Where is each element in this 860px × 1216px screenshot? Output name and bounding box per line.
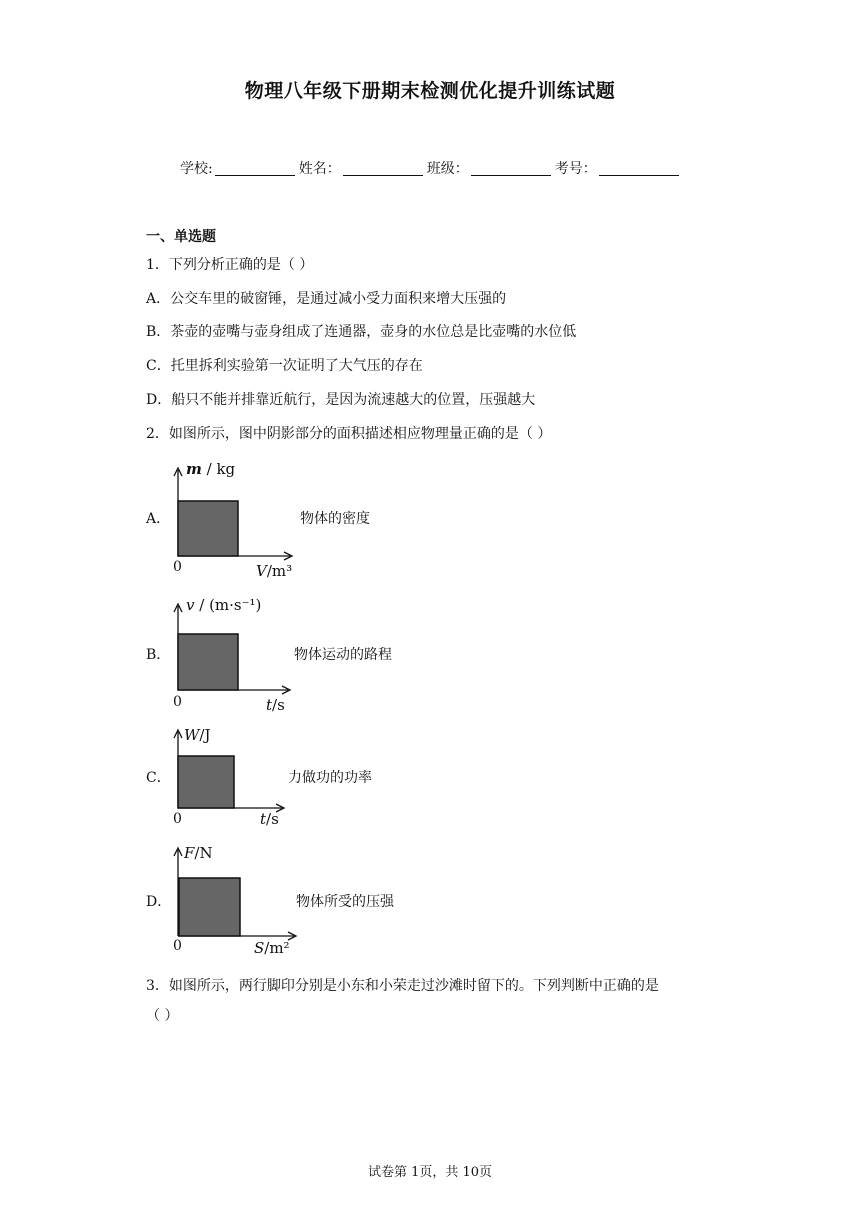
- exam-number-blank: [599, 161, 679, 176]
- section-heading: 一、单选题: [146, 229, 216, 245]
- y-axis-label: m / kg: [186, 460, 236, 478]
- shaded-area: [179, 878, 240, 936]
- question-3-answer-bracket: （ ）: [146, 1008, 179, 1024]
- option-c-letter: C．: [146, 770, 171, 786]
- option-b-graph: [170, 592, 300, 717]
- x-axis-label: S/m²: [254, 939, 290, 957]
- name-label: 姓名：: [298, 161, 341, 177]
- option-c-graph: [170, 720, 300, 830]
- x-axis-label: V/m³: [256, 562, 293, 580]
- origin-label: 0: [173, 811, 182, 827]
- question-2-stem: 2．如图所示，图中阴影部分的面积描述相应物理量正确的是（ ）: [146, 426, 552, 442]
- name-blank: [343, 161, 423, 176]
- shaded-area: [178, 501, 238, 556]
- option-c-description: 力做功的功率: [288, 770, 372, 786]
- option-b-description: 物体运动的路程: [294, 647, 392, 663]
- origin-label: 0: [173, 559, 182, 575]
- option-d-graph: [170, 838, 300, 963]
- shaded-area: [178, 634, 238, 690]
- shaded-area: [178, 756, 234, 808]
- x-axis-label: t/s: [266, 696, 285, 714]
- origin-label: 0: [173, 938, 182, 954]
- question-1-option-b: B．茶壶的壶嘴与壶身组成了连通器，壶身的水位总是比壶嘴的水位低: [146, 324, 577, 340]
- school-blank: [215, 161, 295, 176]
- option-d-description: 物体所受的压强: [296, 894, 394, 910]
- class-blank: [471, 161, 551, 176]
- option-a-graph: [170, 456, 300, 581]
- school-label: 学校:: [180, 161, 213, 177]
- option-a-letter: A．: [146, 511, 171, 527]
- class-label: 班级：: [426, 161, 469, 177]
- origin-label: 0: [173, 694, 182, 710]
- question-1-stem: 1．下列分析正确的是（ ）: [146, 257, 314, 273]
- x-axis-label: t/s: [260, 810, 279, 828]
- option-d-letter: D．: [146, 894, 172, 910]
- question-3-stem: 3．如图所示，两行脚印分别是小东和小荣走过沙滩时留下的。下列判断中正确的是: [146, 978, 659, 994]
- exam-number-label: 考号：: [554, 161, 597, 177]
- page-title: 物理八年级下册期末检测优化提升训练试题: [244, 80, 616, 102]
- y-axis-label: W/J: [184, 726, 211, 744]
- question-1-option-c: C．托里拆利实验第一次证明了大气压的存在: [146, 358, 423, 374]
- option-b-letter: B．: [146, 647, 171, 663]
- y-axis-label: F/N: [184, 844, 213, 862]
- option-a-description: 物体的密度: [300, 511, 370, 527]
- question-1-option-d: D．船只不能并排靠近航行，是因为流速越大的位置，压强越大: [146, 392, 536, 408]
- y-axis-label: v / (m·s⁻¹): [186, 596, 262, 614]
- student-info-line: [180, 158, 683, 178]
- question-1-option-a: A．公交车里的破窗锤，是通过减小受力面积来增大压强的: [146, 291, 507, 307]
- page-footer: 试卷第 1页，共 10页: [367, 1165, 493, 1180]
